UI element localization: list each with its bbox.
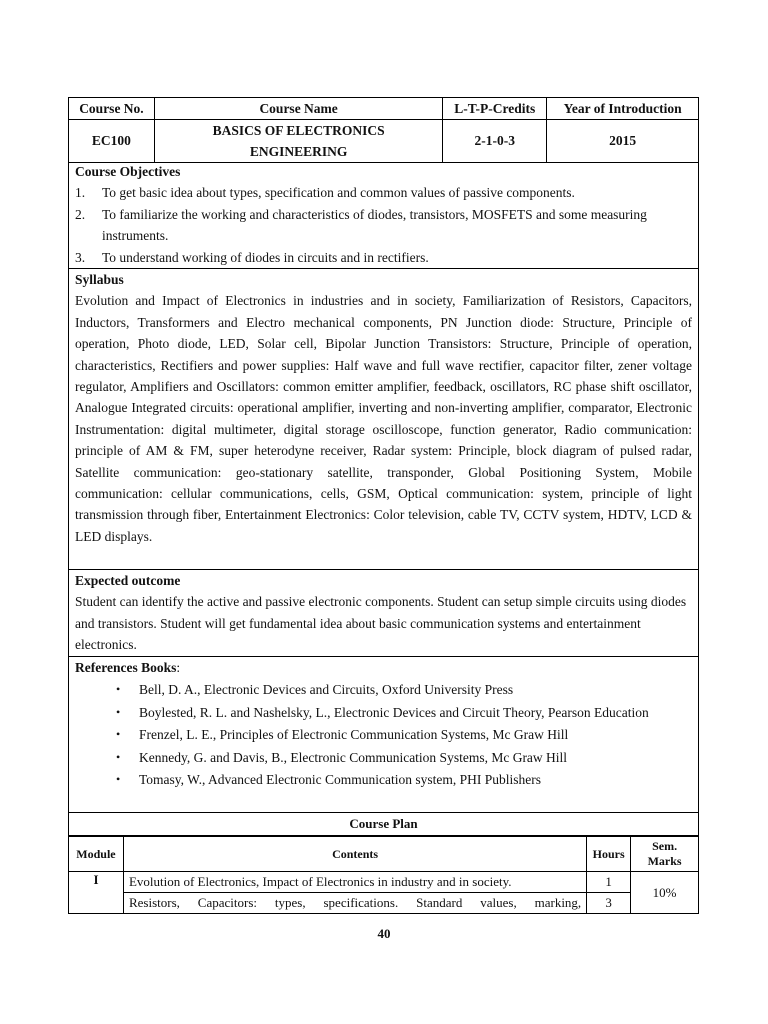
course-plan-title: Course Plan [68, 813, 699, 836]
objectives-title: Course Objectives [75, 164, 181, 179]
list-item [69, 747, 698, 768]
outcome-title: Expected outcome [75, 573, 181, 588]
item-number: 3. [75, 249, 86, 265]
list-item [69, 702, 698, 723]
col-sem-marks [631, 837, 699, 872]
item-text: To get basic idea about types, specification and common values of passive components. [102, 185, 575, 201]
objectives-section [68, 161, 699, 269]
course-name-line2: ENGINEERING [249, 144, 348, 159]
list-item [69, 247, 698, 268]
contents-cell: Resistors, Capacitors: types, specifications. Standard values, marking, [123, 893, 586, 914]
bullet-icon: • [116, 727, 121, 742]
page-number: 40 [377, 926, 391, 941]
list-item [69, 182, 698, 203]
course-header-table [68, 97, 699, 163]
hours-cell: 1 [587, 872, 631, 893]
outcome-text: Student can identify the active and passive electronic components. Student can setup simple circuits using diodes and transistors. Student will get fundamental idea about basic communication systems and entertainment electronics. [75, 594, 687, 653]
col-year: Year of Introduction [547, 98, 699, 120]
reference-text: Frenzel, L. E., Principles of Electronic Communication Systems, Mc Graw Hill [139, 727, 569, 743]
marks-cell: 10% [631, 872, 699, 914]
item-text: To familiarize the working and characteristics of diodes, transistors, MOSFETS and some measuring instruments. [102, 206, 647, 244]
col-ltp-credits: L-T-P-Credits [443, 98, 547, 120]
list-item [69, 724, 698, 745]
col-course-no: Course No. [69, 98, 155, 120]
year-of-introduction: 2015 [547, 120, 699, 163]
bullet-icon: • [116, 772, 121, 787]
module-cell: I [69, 872, 124, 914]
course-plan-table [68, 836, 699, 914]
reference-text: Bell, D. A., Electronic Devices and Circuits, Oxford University Press [139, 682, 514, 698]
references-title [69, 657, 698, 678]
references-list [69, 679, 698, 790]
col-hours: Hours [587, 837, 631, 872]
bullet-icon: • [116, 682, 121, 697]
course-name-line1: BASICS OF ELECTRONICS [212, 123, 385, 138]
references-section [68, 657, 699, 813]
contents-cell: Evolution of Electronics, Impact of Electronics in industry and in society. [123, 872, 586, 893]
references-title-colon: : [176, 660, 181, 675]
list-item [69, 679, 698, 700]
bullet-icon: • [116, 749, 121, 764]
reference-text: Boylested, R. L. and Nashelsky, L., Electronic Devices and Circuit Theory, Pearson Education [139, 704, 649, 720]
ltp-credits: 2-1-0-3 [443, 120, 547, 163]
syllabus-text: Evolution and Impact of Electronics in industries and in society, Familiarization of Resistors, Capacitors, Inductors, Transformers and Electro mechanical components, PN Junction diode: Structure, Principle of operation, Photo diode, LED, Solar cell, Bipolar Junction Transistors: Structure, Principle of operation, characteristics, Rectifiers and power supplies: Half wave and full wave rectifier, capacitor filter, zener voltage regulator, Amplifiers and Oscillators: common emitter amplifier, feedback, oscillators, RC phase shift oscillator, Analogue Integrated circuits: operational amplifier, inverting and non-inverting amplifier, comparator, Electronic Instrumentation: digital multimeter, digital storage oscilloscope, function generator, Radio communication: principle of AM & FM, super heterodyne receiver, Radar system: Principle, block diagram of pulsed radar, Satellite communication: geo-stationary satellite, transponder, Global Positioning System, Mobile communication: cellular communications, cells, GSM, Optical communication: system, principle of light transmission through fiber, Entertainment Electronics: Color television, cable TV, CCTV system, HDTV, LCD & LED displays. [75, 293, 692, 544]
hours-cell: 3 [587, 893, 631, 914]
item-text: To understand working of diodes in circuits and in rectifiers. [102, 249, 429, 265]
reference-text: Tomasy, W., Advanced Electronic Communication system, PHI Publishers [139, 772, 542, 788]
list-item [69, 769, 698, 790]
col-module: Module [69, 837, 124, 872]
col-sem-marks-line2: Marks [647, 854, 682, 868]
col-sem-marks-line1: Sem. [652, 839, 678, 853]
item-number: 1. [75, 185, 86, 201]
list-item [69, 204, 698, 247]
references-title-text: References Books [75, 660, 177, 675]
course-no: EC100 [69, 120, 155, 163]
objectives-list [69, 182, 698, 268]
col-contents: Contents [123, 837, 586, 872]
bullet-icon: • [116, 704, 121, 719]
outcome-section [68, 570, 699, 657]
table-row [69, 872, 699, 893]
col-course-name: Course Name [154, 98, 442, 120]
syllabus-section [68, 269, 699, 570]
course-name [154, 120, 442, 163]
reference-text: Kennedy, G. and Davis, B., Electronic Communication Systems, Mc Graw Hill [139, 749, 568, 765]
item-number: 2. [75, 206, 86, 222]
table-row [69, 893, 699, 914]
syllabus-title: Syllabus [75, 272, 124, 287]
